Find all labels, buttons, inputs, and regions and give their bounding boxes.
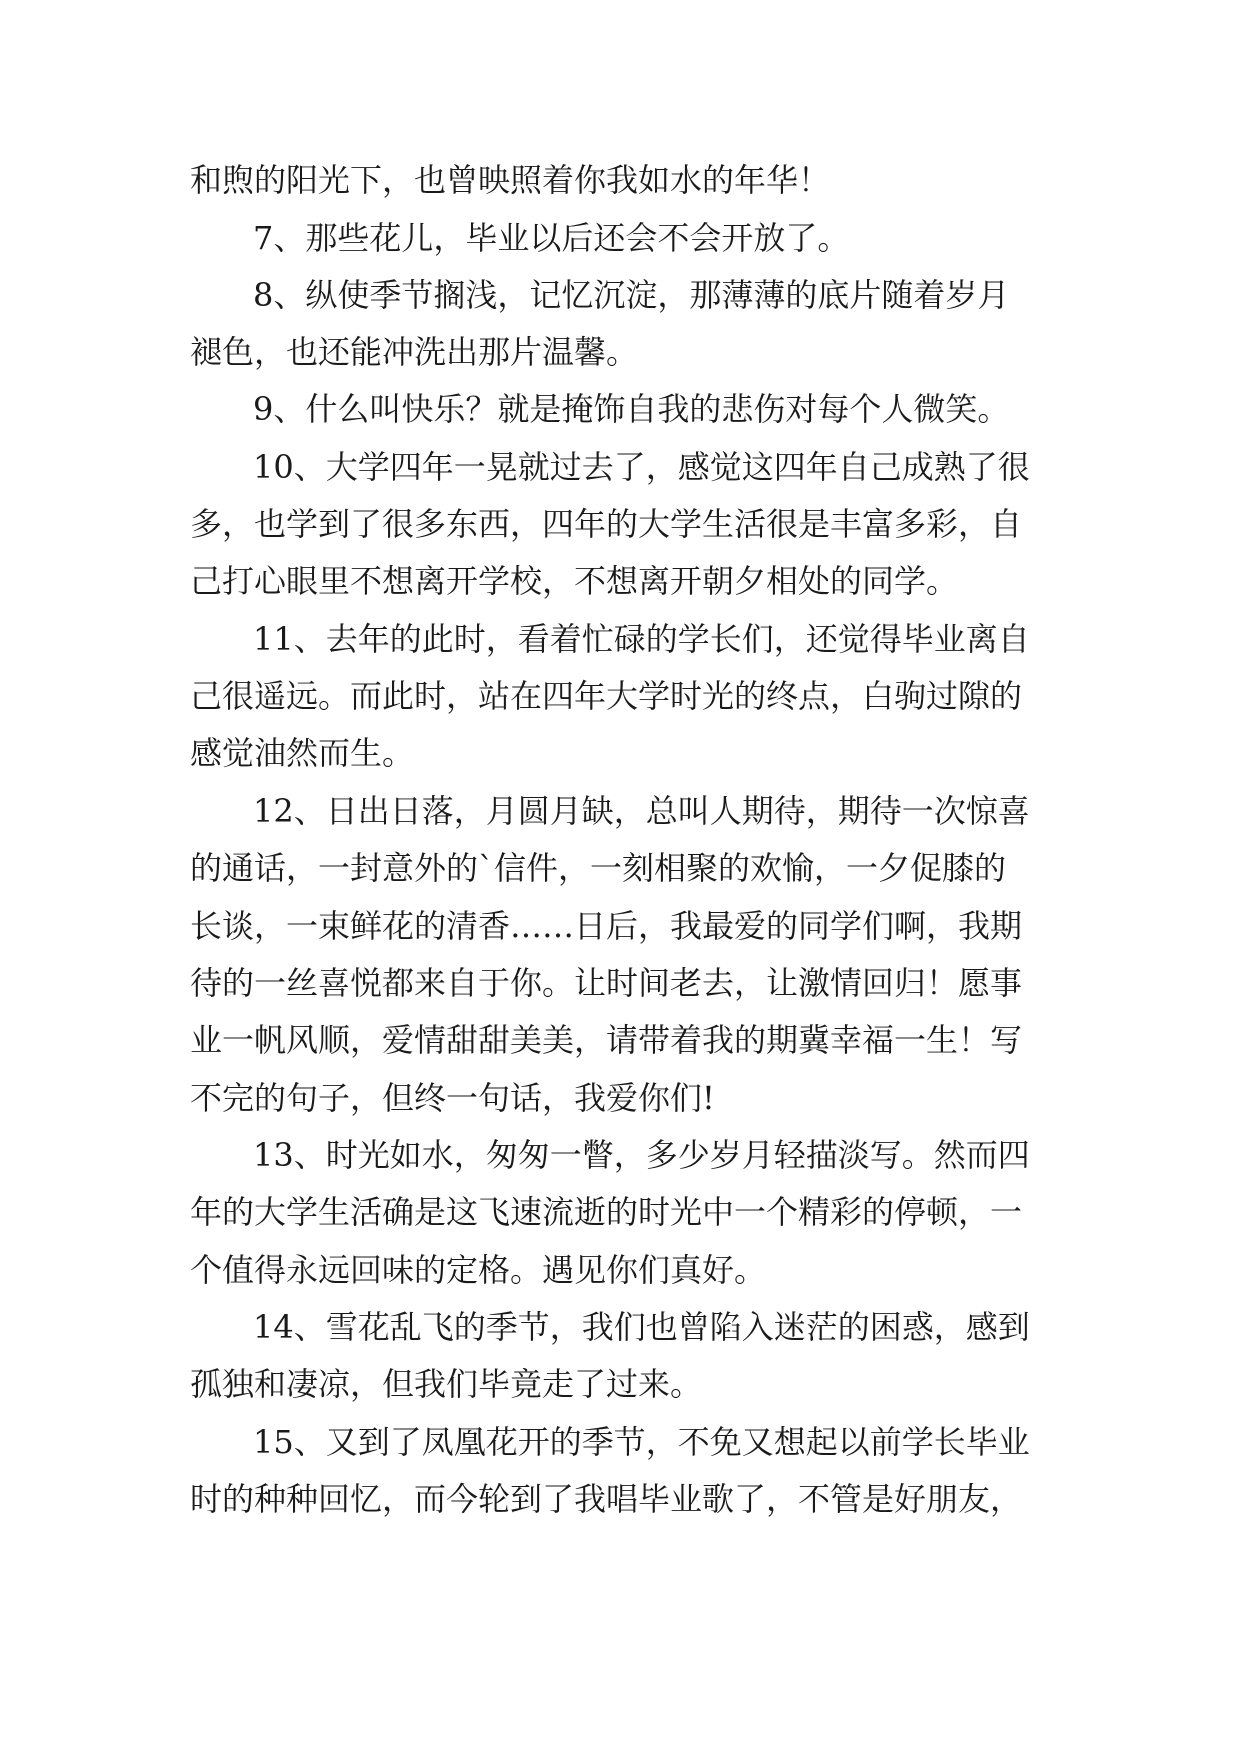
text-line: 己很遥远。而此时，站在四年大学时光的终点，白驹过隙的 (190, 677, 1023, 715)
text-line: 的通话，一封意外的`信件，一刻相聚的欢愉，一夕促膝的 (190, 849, 1007, 887)
text-line: 12、日出日落，月圆月缺，总叫人期待，期待一次惊喜 (253, 792, 1030, 830)
text-line: 14、雪花乱飞的季节，我们也曾陷入迷茫的困惑，感到 (253, 1308, 1030, 1346)
text-line: 9、什么叫快乐？就是掩饰自我的悲伤对每个人微笑。 (253, 390, 1010, 428)
text-line: 个值得永远回味的定格。遇见你们真好。 (190, 1251, 767, 1289)
text-line: 多，也学到了很多东西，四年的大学生活很是丰富多彩，自 (190, 505, 1023, 543)
text-line: 褪色，也还能冲洗出那片温馨。 (190, 333, 639, 371)
text-line: 时的种种回忆，而今轮到了我唱毕业歌了，不管是好朋友， (190, 1480, 1023, 1518)
text-line: 待的一丝喜悦都来自于你。让时间老去，让激情回归！愿事 (190, 964, 1023, 1002)
text-line: 年的大学生活确是这飞速流逝的时光中一个精彩的停顿，一 (190, 1193, 1023, 1231)
text-line: 11、去年的此时，看着忙碌的学长们，还觉得毕业离自 (253, 620, 1030, 658)
text-line: 感觉油然而生。 (190, 734, 415, 772)
text-line: 孤独和凄凉，但我们毕竟走了过来。 (190, 1365, 703, 1403)
text-line: 13、时光如水，匆匆一瞥，多少岁月轻描淡写。然而四 (253, 1136, 1030, 1174)
text-line: 8、纵使季节搁浅，记忆沉淀，那薄薄的底片随着岁月 (253, 276, 1010, 314)
text-line: 己打心眼里不想离开学校，不想离开朝夕相处的同学。 (190, 562, 959, 600)
text-line: 15、又到了凤凰花开的季节，不免又想起以前学长毕业 (253, 1423, 1030, 1461)
text-line: 长谈，一束鲜花的清香……日后，我最爱的同学们啊，我期 (190, 907, 1023, 945)
text-line: 7、那些花儿，毕业以后还会不会开放了。 (253, 219, 850, 257)
text-line: 不完的句子，但终一句话，我爱你们! (190, 1079, 715, 1117)
text-line: 业一帆风顺，爱情甜甜美美，请带着我的期冀幸福一生！写 (190, 1021, 1023, 1059)
text-line: 10、大学四年一晃就过去了，感觉这四年自己成熟了很 (253, 448, 1030, 486)
text-line: 和煦的阳光下，也曾映照着你我如水的年华！ (190, 161, 831, 199)
